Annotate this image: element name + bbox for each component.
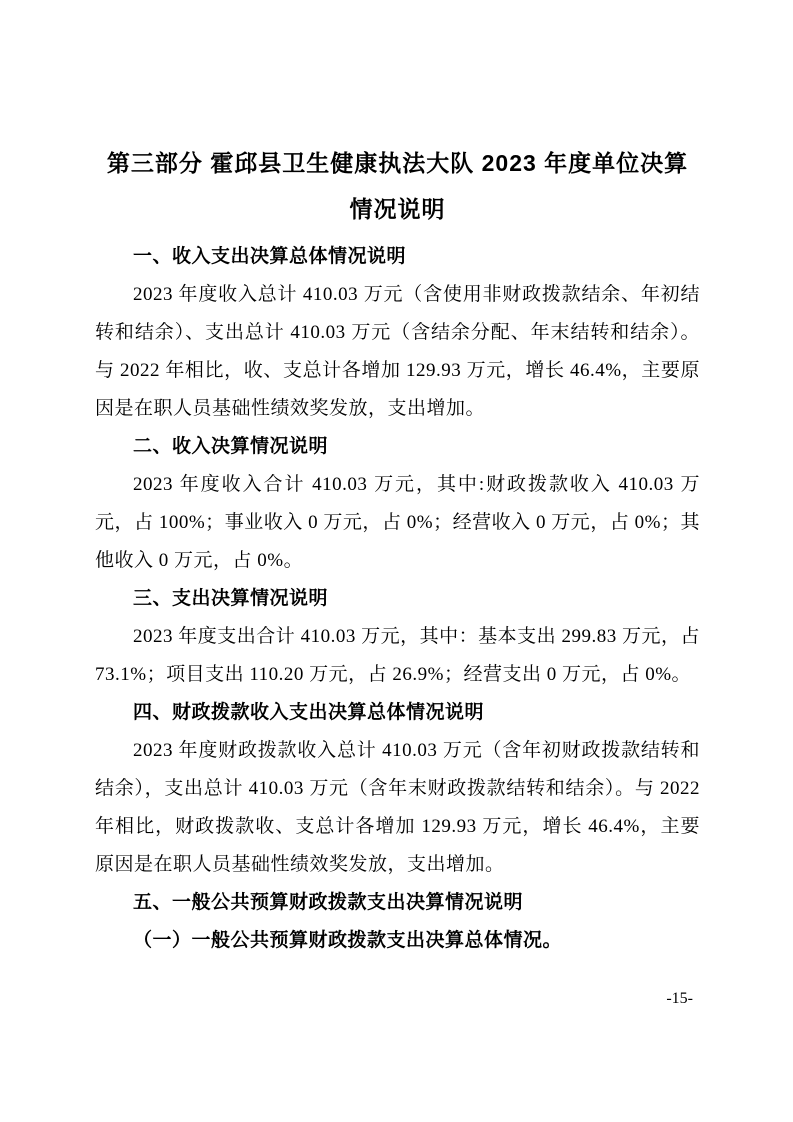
section-paragraph: 2023 年度收入总计 410.03 万元（含使用非财政拨款结余、年初结转和结余）、支出总计 410.03 万元（含结余分配、年末结转和结余）。与 2022 年相比，收、支总计各增加 129.93 万元，增长 46.4%，主要原因是在职人员基础性绩效奖发放，支出增加。 — [95, 284, 700, 419]
section-heading: 一、收入支出决算总体情况说明 — [133, 246, 407, 267]
section-income-expense-overview — [95, 238, 700, 428]
section-paragraph: 2023 年度支出合计 410.03 万元，其中：基本支出 299.83 万元，占 73.1%；项目支出 110.20 万元，占 26.9%；经营支出 0 万元，占 0%。 — [95, 626, 700, 685]
section-heading: 五、一般公共预算财政拨款支出决算情况说明 — [133, 892, 524, 913]
section-heading: 二、收入决算情况说明 — [133, 436, 329, 457]
section-fiscal-appropriation-overview — [95, 694, 700, 884]
page-number: -15- — [666, 990, 693, 1007]
section-income-details — [95, 428, 700, 580]
section-paragraph: 2023 年度财政拨款收入总计 410.03 万元（含年初财政拨款结转和结余），支出总计 410.03 万元（含年末财政拨款结转和结余）。与 2022 年相比，财政拨款收、支总计各增加 129.93 万元，增长 46.4%，主要原因是在职人员基础性绩效奖发放，支出增加。 — [95, 740, 700, 875]
section-expense-details — [95, 580, 700, 694]
document-title: 第三部分 霍邱县卫生健康执法大队 2023 年度单位决算情况说明 — [106, 150, 689, 222]
section-heading: 三、支出决算情况说明 — [133, 588, 329, 609]
section-sub-heading: （一）一般公共预算财政拨款支出决算总体情况。 — [133, 930, 563, 951]
section-heading: 四、财政拨款收入支出决算总体情况说明 — [133, 702, 485, 723]
section-general-public-budget — [95, 884, 700, 960]
section-paragraph: 2023 年度收入合计 410.03 万元，其中:财政拨款收入 410.03 万元，占 100%；事业收入 0 万元，占 0%；经营收入 0 万元，占 0%；其他收入 0 万元，占 0%。 — [95, 474, 700, 571]
